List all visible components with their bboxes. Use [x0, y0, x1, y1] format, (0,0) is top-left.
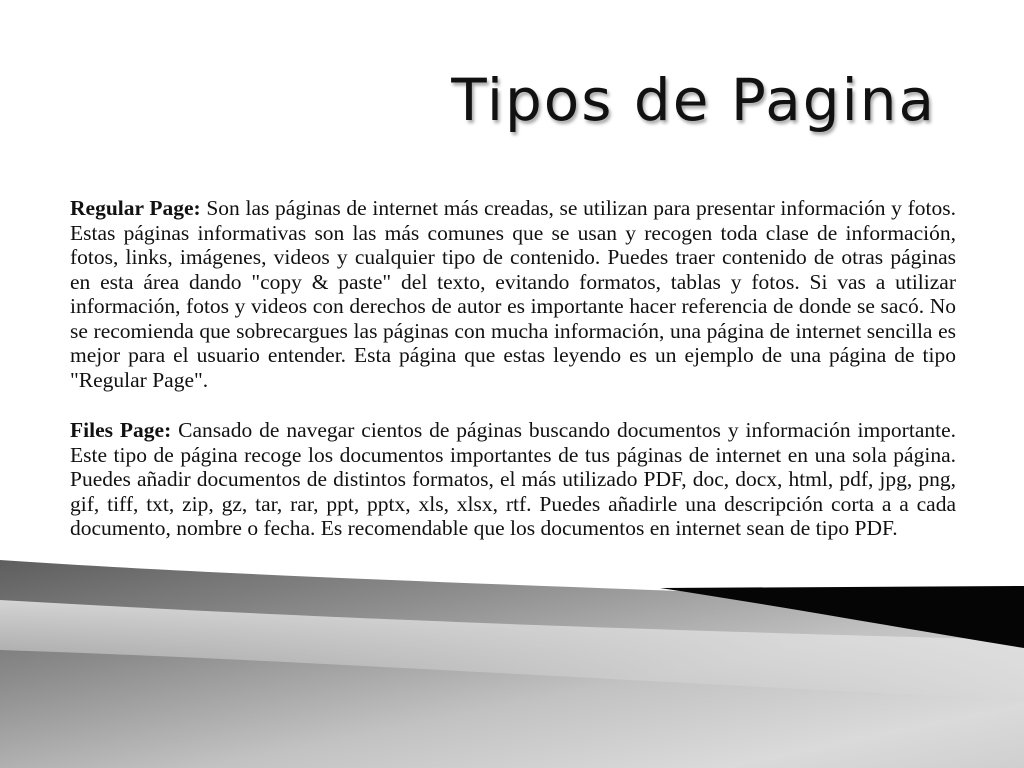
- description-files-page: Cansado de navegar cientos de páginas buscando documentos y información importante. Este tipo de página recoge los documentos importantes de tus páginas de internet en una sola página. Puedes añadir documentos de distintos formatos, el más utilizado PDF, doc, docx, html, pdf, jpg, png, gif, tiff, txt, zip, gz, tar, rar, ppt, pptx, xls, xlsx, rtf. Puedes añadirle una descripción corta a a cada documento, nombre o fecha. Es recomendable que los documentos en internet sean de tipo PDF.: [70, 418, 957, 540]
- slide-title: Tipos de Pagina: [451, 66, 936, 134]
- description-regular-page: Son las páginas de internet más creadas, se utilizan para presentar información y fotos. Estas páginas informativas son las más comunes que se usan y recogen toda clase de información, fotos, links, imágenes, videos y cualquier tipo de contenido. Puedes traer contenido de otras páginas en esta área dando "copy & paste" del texto, evitando formatos, tablas y fotos. Si vas a utilizar información, fotos y videos con derechos de autor es importante hacer referencia de donde se sacó. No se recomienda que sobrecargues las páginas con mucha información, una página de internet sencilla es mejor para el usuario entender. Esta página que estas leyendo es un ejemplo de una página de tipo "Regular Page".: [70, 196, 956, 392]
- term-regular-page: Regular Page:: [70, 196, 201, 220]
- term-files-page: Files Page:: [70, 418, 172, 442]
